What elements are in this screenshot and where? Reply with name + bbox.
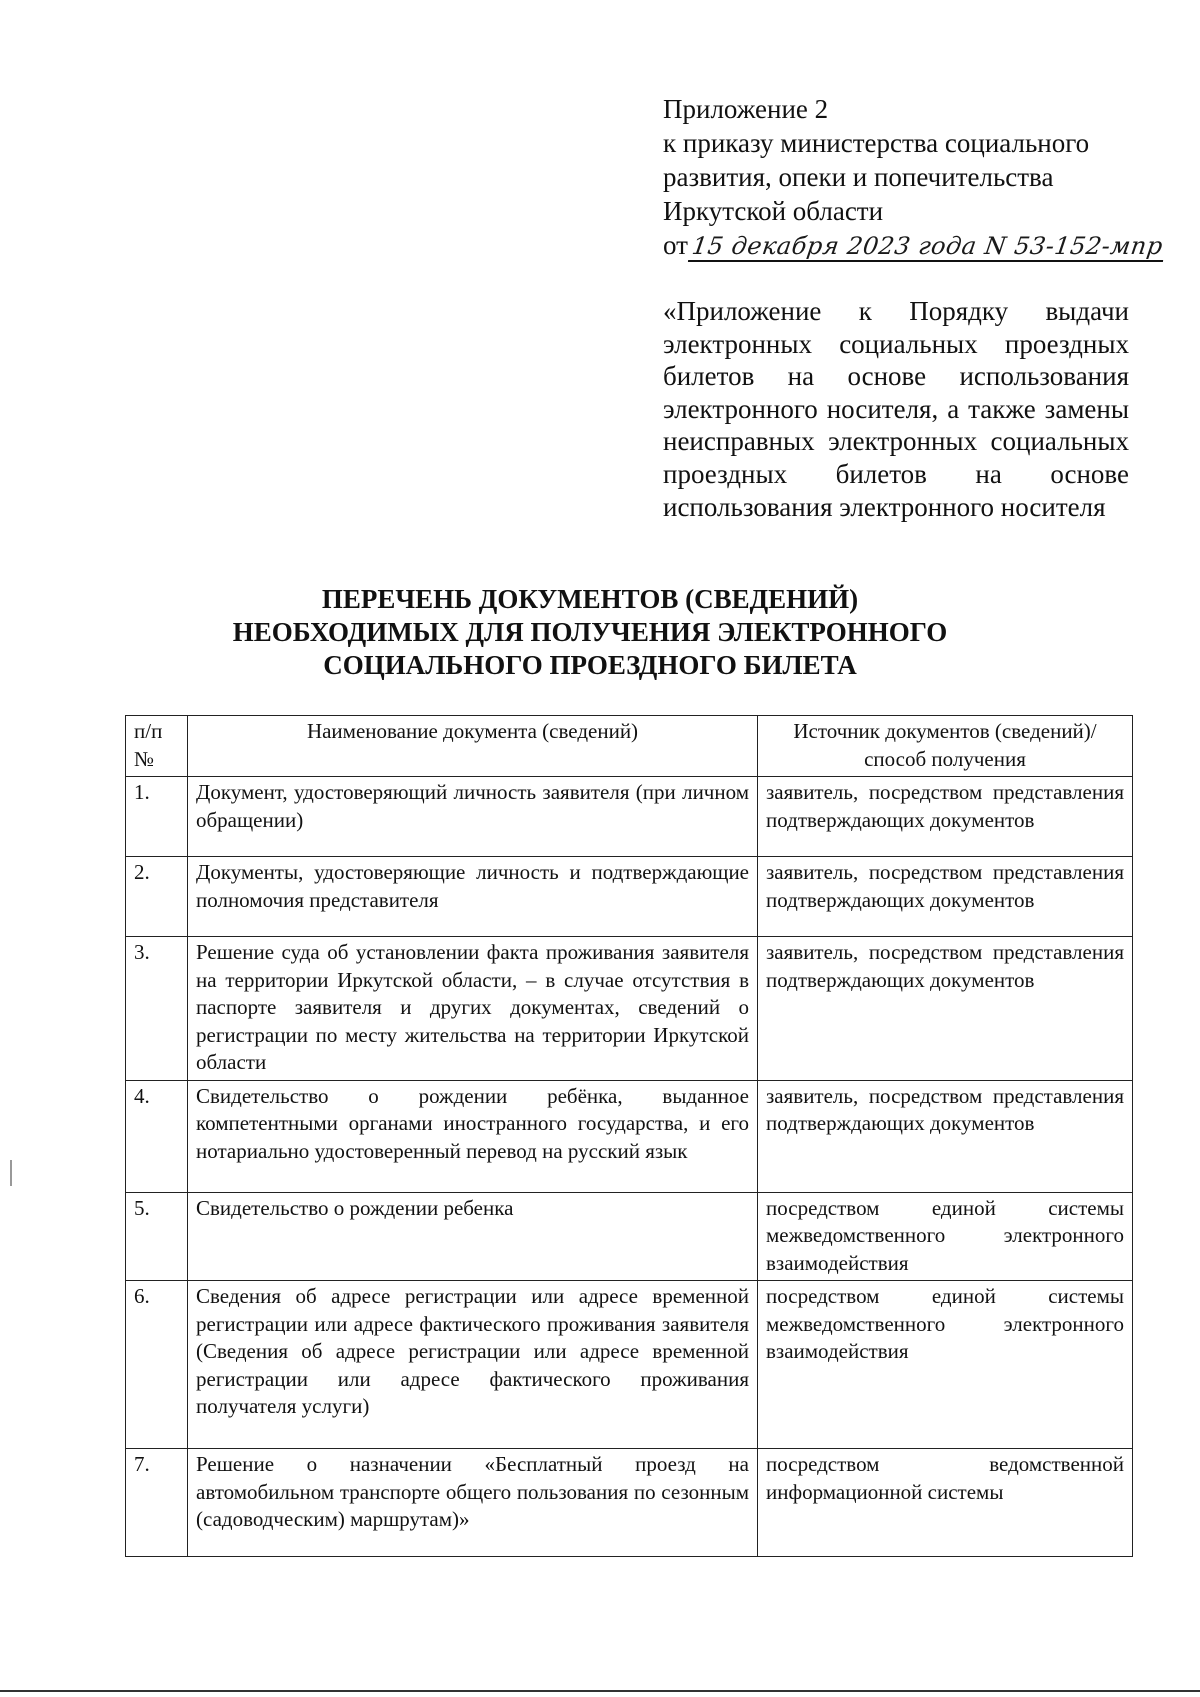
- table-row: [126, 1449, 1133, 1557]
- appendix-line-3: развития, опеки и попечительства: [663, 162, 1054, 192]
- appendix-line-2: к приказу министерства социального: [663, 128, 1090, 158]
- header-source: Источник документов (сведений)/способ получения: [758, 716, 1133, 777]
- table-header-row: [126, 716, 1133, 777]
- table-row: [126, 857, 1133, 937]
- page-bottom-edge: [0, 1690, 1200, 1692]
- row-source: заявитель, посредством представления подтверждающих документов: [758, 777, 1133, 857]
- row-document-name: Документы, удостоверяющие личность и подтверждающие полномочия представителя: [188, 857, 758, 937]
- row-number: 5.: [126, 1192, 188, 1281]
- appendix-header: [663, 92, 1165, 262]
- row-number: 2.: [126, 857, 188, 937]
- row-source: заявитель, посредством представления подтверждающих документов: [758, 937, 1133, 1081]
- row-source: заявитель, посредством представления подтверждающих документов: [758, 1080, 1133, 1192]
- procedure-reference: «Приложение к Порядку выдачи электронных социальных проездных билетов на основе использования электронного носителя, а также замены неисправных электронных социальных проездных билетов на основе использования электронного носителя: [663, 296, 1129, 522]
- row-source: посредством единой системы межведомственного электронного взаимодействия: [758, 1281, 1133, 1449]
- row-source: заявитель, посредством представления подтверждающих документов: [758, 857, 1133, 937]
- table-row: [126, 1281, 1133, 1449]
- row-document-name: Документ, удостоверяющий личность заявителя (при личном обращении): [188, 777, 758, 857]
- documents-table: [125, 715, 1133, 1557]
- row-document-name: Свидетельство о рождении ребёнка, выданное компетентными органами иностранного государства, и его нотариально удостоверенный перевод на русский язык: [188, 1080, 758, 1192]
- header-document-name: Наименование документа (сведений): [188, 716, 758, 777]
- table-row: [126, 1080, 1133, 1192]
- title-line-3: СОЦИАЛЬНОГО ПРОЕЗДНОГО БИЛЕТА: [323, 650, 857, 680]
- date-prefix: от: [663, 230, 688, 260]
- appendix-line-1: Приложение 2: [663, 94, 829, 124]
- table-row: [126, 1192, 1133, 1281]
- row-number: 1.: [126, 777, 188, 857]
- row-number: 4.: [126, 1080, 188, 1192]
- row-document-name: Решение о назначении «Бесплатный проезд на автомобильном транспорте общего пользования по сезонным (садоводческим) маршрутам)»: [188, 1449, 758, 1557]
- appendix-line-4: Иркутской области: [663, 196, 884, 226]
- row-number: 3.: [126, 937, 188, 1081]
- row-document-name: Решение суда об установлении факта проживания заявителя на территории Иркутской области, – в случае отсутствия в паспорте заявителя и других документах, сведений о регистрации по месту жительства на территории Иркутской области: [188, 937, 758, 1081]
- document-title: [140, 583, 1040, 682]
- scan-artifact-mark: [10, 1160, 12, 1186]
- handwritten-order-date: 15 декабря 2023 года N 53-152-мпр: [688, 232, 1167, 262]
- header-number: п/п №: [126, 716, 188, 777]
- title-line-2: НЕОБХОДИМЫХ ДЛЯ ПОЛУЧЕНИЯ ЭЛЕКТРОННОГО: [232, 617, 948, 647]
- table-row: [126, 937, 1133, 1081]
- row-source: посредством единой системы межведомственного электронного взаимодействия: [758, 1192, 1133, 1281]
- row-document-name: Сведения об адресе регистрации или адресе временной регистрации или адресе фактического проживания заявителя (Сведения об адресе регистрации или адресе временной регистрации или адресе фактического проживания получателя услуги): [188, 1281, 758, 1449]
- row-source: посредством ведомственной информационной системы: [758, 1449, 1133, 1557]
- row-number: 7.: [126, 1449, 188, 1557]
- title-line-1: ПЕРЕЧЕНЬ ДОКУМЕНТОВ (СВЕДЕНИЙ): [321, 584, 859, 614]
- row-document-name: Свидетельство о рождении ребенка: [188, 1192, 758, 1281]
- row-number: 6.: [126, 1281, 188, 1449]
- order-date-line: [663, 228, 1165, 262]
- table-row: [126, 777, 1133, 857]
